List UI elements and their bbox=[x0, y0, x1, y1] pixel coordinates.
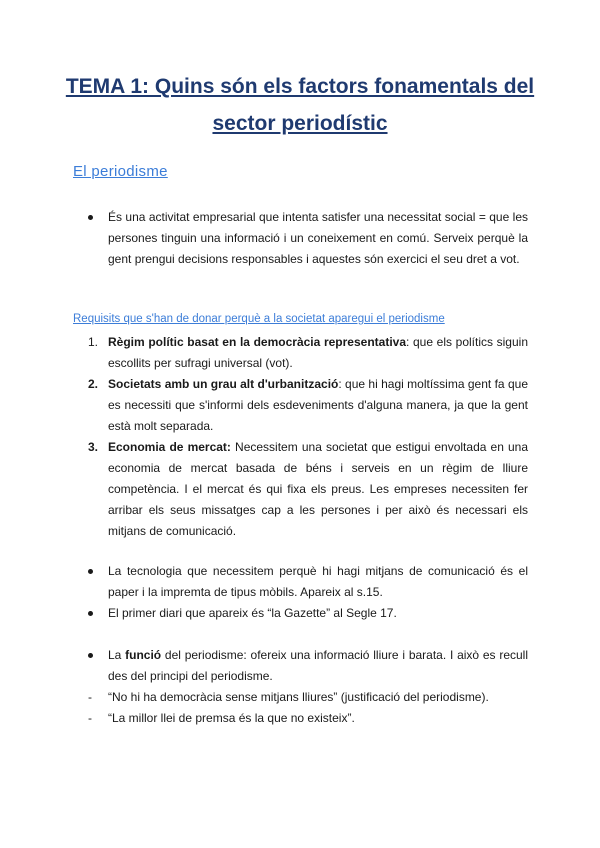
item-bold: Economia de mercat: bbox=[108, 440, 231, 454]
item-number: 2. bbox=[88, 377, 99, 391]
title-line-1: TEMA 1: Quins són els factors fonamentals del bbox=[65, 75, 535, 98]
item-number: 1. bbox=[88, 335, 99, 349]
bullet-icon bbox=[88, 569, 93, 574]
list-item bbox=[88, 687, 538, 708]
list-item bbox=[88, 708, 538, 729]
list-item bbox=[108, 561, 528, 603]
intro-bullet-text: És una activitat empresarial que intenta satisfer una necessitat social = que les persones tinguin una informació i un coneixement en comú. Serveix perquè la gent prengui decisions responsables i aquestes són exercici el seu dret a vot. bbox=[108, 210, 528, 266]
funcio-pre: La bbox=[108, 648, 126, 662]
list-item bbox=[108, 603, 528, 624]
bullet-icon bbox=[88, 653, 93, 658]
page-title bbox=[40, 68, 560, 142]
funcio-bold: funció bbox=[125, 648, 162, 662]
section-heading: El periodisme bbox=[73, 163, 168, 180]
item-rest: Necessitem una societat que estigui envoltada en una economia de mercat basada de béns i serveis en un règim de lliure competència. I el mercat és qui fixa els preus. Les empreses necessiten fer arribar els seus missatges cap a les persones i per això és necessari els mitjans de comunicació. bbox=[108, 440, 529, 538]
gazette-bullet-text: El primer diari que apareix és “la Gazette” al Segle 17. bbox=[108, 606, 397, 620]
list-item bbox=[88, 332, 528, 374]
dash-marker: - bbox=[88, 711, 92, 725]
item-number: 3. bbox=[88, 440, 99, 454]
tech-bullet-text: La tecnologia que necessitem perquè hi hagi mitjans de comunicació és el paper i la impremta de tipus mòbils. Apareix al s.15. bbox=[108, 564, 528, 599]
item-bold: Societats amb un grau alt d'urbanització bbox=[108, 377, 339, 391]
bullet-icon bbox=[88, 611, 93, 616]
item-rest: : que hi hagi moltíssima gent fa que es necessiti que s'informi dels esdeveniments d'alguna manera, ja que la gent està molt separada. bbox=[108, 377, 528, 433]
item-bold: Règim polític basat en la democràcia representativa bbox=[108, 335, 406, 349]
bullet-icon bbox=[88, 215, 93, 220]
dash-text: “La millor llei de premsa és la que no existeix”. bbox=[108, 711, 355, 725]
requisits-link[interactable]: Requisits que s'han de donar perquè a la societat aparegui el periodisme bbox=[73, 313, 445, 325]
list-item bbox=[88, 437, 529, 542]
funcio-rest: del periodisme: ofereix una informació lliure i barata. I això es recull des del principi del periodisme. bbox=[108, 648, 528, 683]
dash-text: “No hi ha democràcia sense mitjans lliures” (justificació del periodisme). bbox=[108, 690, 489, 704]
item-rest: : que els polítics siguin escollits per sufragi universal (vot). bbox=[108, 335, 528, 370]
list-item bbox=[88, 374, 528, 437]
list-item bbox=[108, 645, 528, 687]
title-line-2: sector periodístic bbox=[212, 112, 388, 135]
dash-marker: - bbox=[88, 690, 92, 704]
list-item bbox=[108, 207, 528, 270]
